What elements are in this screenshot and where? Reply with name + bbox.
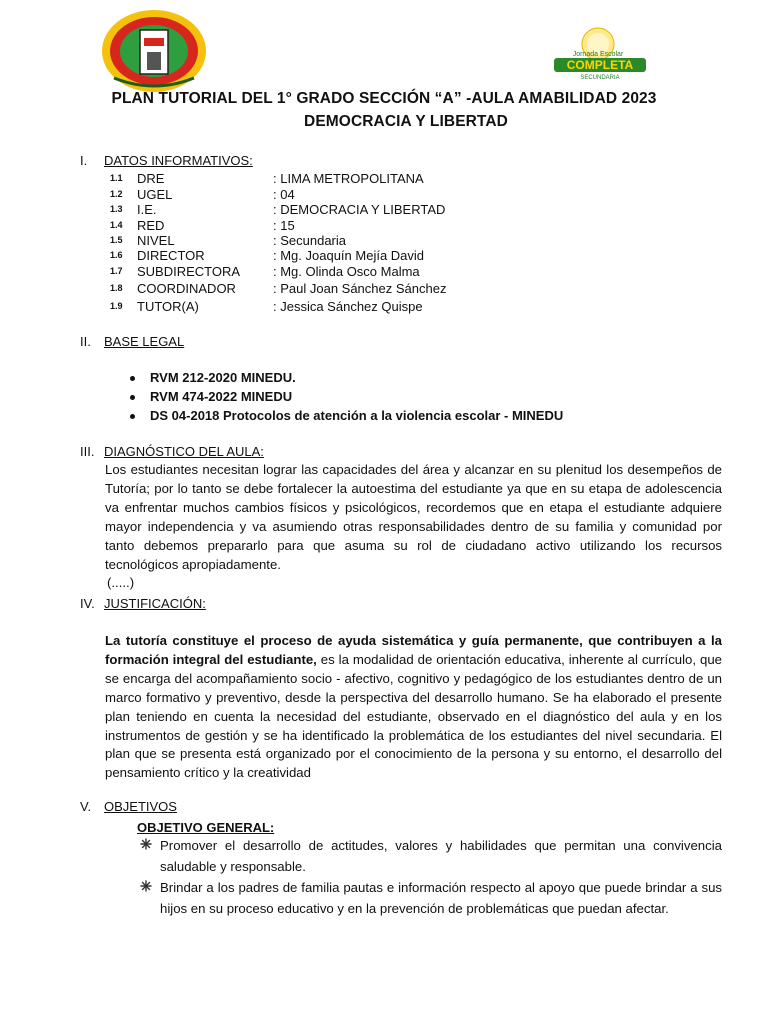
section-number: V. — [80, 799, 92, 814]
asterisk-bullet-icon — [140, 880, 152, 892]
objetivo-general-heading: OBJETIVO GENERAL: — [137, 820, 275, 835]
justificacion-paragraph — [105, 632, 722, 783]
list-item: DS 04-2018 Protocolos de atención a la violencia escolar - MINEDU — [128, 408, 563, 427]
section-title: DATOS INFORMATIVOS: — [104, 153, 253, 168]
list-item: RVM 474-2022 MINEDU — [128, 389, 563, 408]
objetivo-text: Brindar a los padres de familia pautas e información respecto al apoyo que puede brindar a sus hijos en su proceso educativo y en la prevención de problemáticas que puedan afectar. — [160, 880, 722, 916]
list-item: RVM 212-2020 MINEDU. — [128, 370, 563, 389]
section-diagnostico — [80, 444, 264, 459]
jornada-escolar-completa-logo — [550, 26, 650, 82]
svg-text:Jornada Escolar: Jornada Escolar — [572, 51, 624, 58]
section-title: DIAGNÓSTICO DEL AULA: — [104, 444, 264, 459]
justificacion-text: es la modalidad de orientación educativa, inherente al currículo, que se encarga del acompañamiento socio - afectivo, cognitivo y pedagógico de los estudiantes dentro de un marco formativo y preventivo, desde la perspectiva del desarrollo humano. Se ha elaborado el presente plan teniendo en cuenta la necesidad del estudiante, observado en el diagnóstico del aula y en los instrumentos de gestión y se ha identificado la problemática de los estudiantes del nivel secundaria. El plan que se presenta está organizado por el conocimiento de la persona y su entorno, el desarrollo del pensamiento crítico y la creatividad — [105, 651, 722, 781]
objetivo-text: Promover el desarrollo de actitudes, valores y habilidades que permitan una convivencia saludable y responsable. — [160, 838, 722, 874]
section-number: II. — [80, 334, 91, 349]
section-base-legal — [80, 334, 184, 349]
svg-text:COMPLETA: COMPLETA — [566, 58, 634, 72]
section-objetivos — [80, 799, 177, 814]
section-justificacion — [80, 596, 206, 611]
list-item — [140, 878, 722, 920]
diagnostico-ellipsis: (.....) — [107, 575, 135, 590]
document-subtitle: DEMOCRACIA Y LIBERTAD — [304, 113, 508, 130]
school-crest-logo — [100, 8, 208, 94]
svg-text:SECUNDARIA: SECUNDARIA — [580, 75, 620, 81]
section-datos-informativos — [80, 153, 253, 168]
section-title: JUSTIFICACIÓN: — [104, 596, 206, 611]
document-title: PLAN TUTORIAL DEL 1° GRADO SECCIÓN “A” -AULA AMABILIDAD 2023 — [111, 90, 657, 107]
section-number: I. — [80, 153, 88, 168]
list-item — [140, 836, 722, 878]
justificacion-bold: La tutoría constituye el proceso de ayuda sistemática y guía permanente, que contribuyen a la formación integral del estudiante, — [105, 633, 722, 667]
section-title: OBJETIVOS — [104, 799, 177, 814]
section-number: III. — [80, 444, 95, 459]
section-title: BASE LEGAL — [104, 334, 185, 349]
section-number: IV. — [80, 596, 95, 611]
base-legal-list — [128, 370, 563, 427]
asterisk-bullet-icon — [140, 838, 152, 850]
diagnostico-paragraph: Los estudiantes necesitan lograr las capacidades del área y alcanzar en su plenitud los desempeños de Tutoría; por lo tanto se debe fortalecer la autoestima del estudiante ya que en su etapa de adolescencia va enfrentar muchos cambios físicos y psicológicos, recordemos que en etapa el estudiante adquiere mayor independencia y va asumiendo otras responsabilidades dentro de su familia y comunidad por tanto debemos prepararlo para que asuma su rol de ciudadano activo utilizando los recursos tecnológicos apropiadamente. — [105, 462, 722, 572]
